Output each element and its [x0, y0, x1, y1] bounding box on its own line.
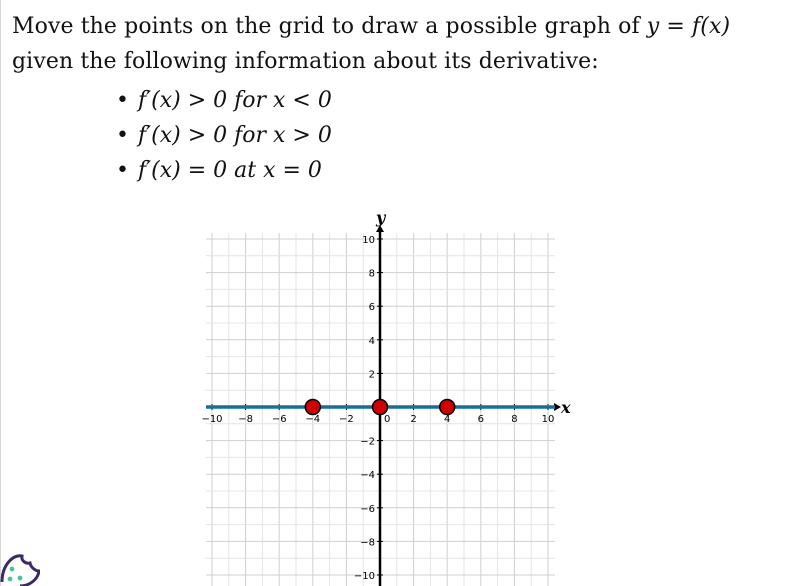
question-line1-text: Move the points on the grid to draw a possible graph of — [12, 14, 647, 39]
y-tick-label: 2 — [368, 369, 375, 381]
condition-text: f′(x) = 0 at x = 0 — [138, 158, 322, 183]
x-axis-arrow-icon — [554, 403, 561, 411]
draggable-point[interactable] — [373, 400, 388, 415]
x-tick-label: −2 — [339, 414, 354, 425]
x-tick-label: −4 — [305, 414, 321, 425]
bullet-icon: • — [116, 158, 129, 183]
x-tick-label: 0 — [384, 414, 391, 425]
question-line2: given the following information about its derivative: — [12, 49, 599, 74]
y-tick-label: −4 — [360, 470, 375, 482]
y-tick-label: −2 — [360, 436, 375, 448]
x-tick-label: 6 — [477, 414, 484, 425]
x-tick-label: 4 — [444, 414, 451, 425]
question-line1-math: y = f(x) — [646, 14, 731, 39]
x-tick-label: 8 — [511, 414, 518, 425]
bullet-icon: • — [116, 88, 129, 113]
y-axis-label: y — [376, 208, 386, 227]
x-axis-label: x — [561, 398, 571, 417]
draggable-point[interactable] — [440, 400, 455, 415]
y-tick-label: 4 — [368, 335, 375, 347]
x-tick-label: −8 — [238, 414, 253, 425]
condition-text: f′(x) > 0 for x < 0 — [138, 88, 332, 113]
y-tick-label: 8 — [368, 268, 375, 280]
y-tick-label: −10 — [353, 571, 375, 582]
x-tick-label: −10 — [201, 414, 223, 425]
x-tick-label: −6 — [271, 414, 287, 425]
x-tick-label: 10 — [541, 414, 555, 425]
condition-text: f′(x) > 0 for x > 0 — [138, 123, 332, 148]
cookie-icon[interactable] — [0, 552, 40, 586]
draggable-point[interactable] — [305, 400, 320, 415]
y-tick-label: −8 — [360, 537, 375, 549]
y-tick-label: 6 — [368, 302, 375, 314]
y-tick-label: 10 — [362, 235, 375, 246]
bullet-icon: • — [116, 123, 129, 148]
y-tick-label: −6 — [360, 503, 375, 515]
x-tick-label: 2 — [410, 414, 417, 425]
